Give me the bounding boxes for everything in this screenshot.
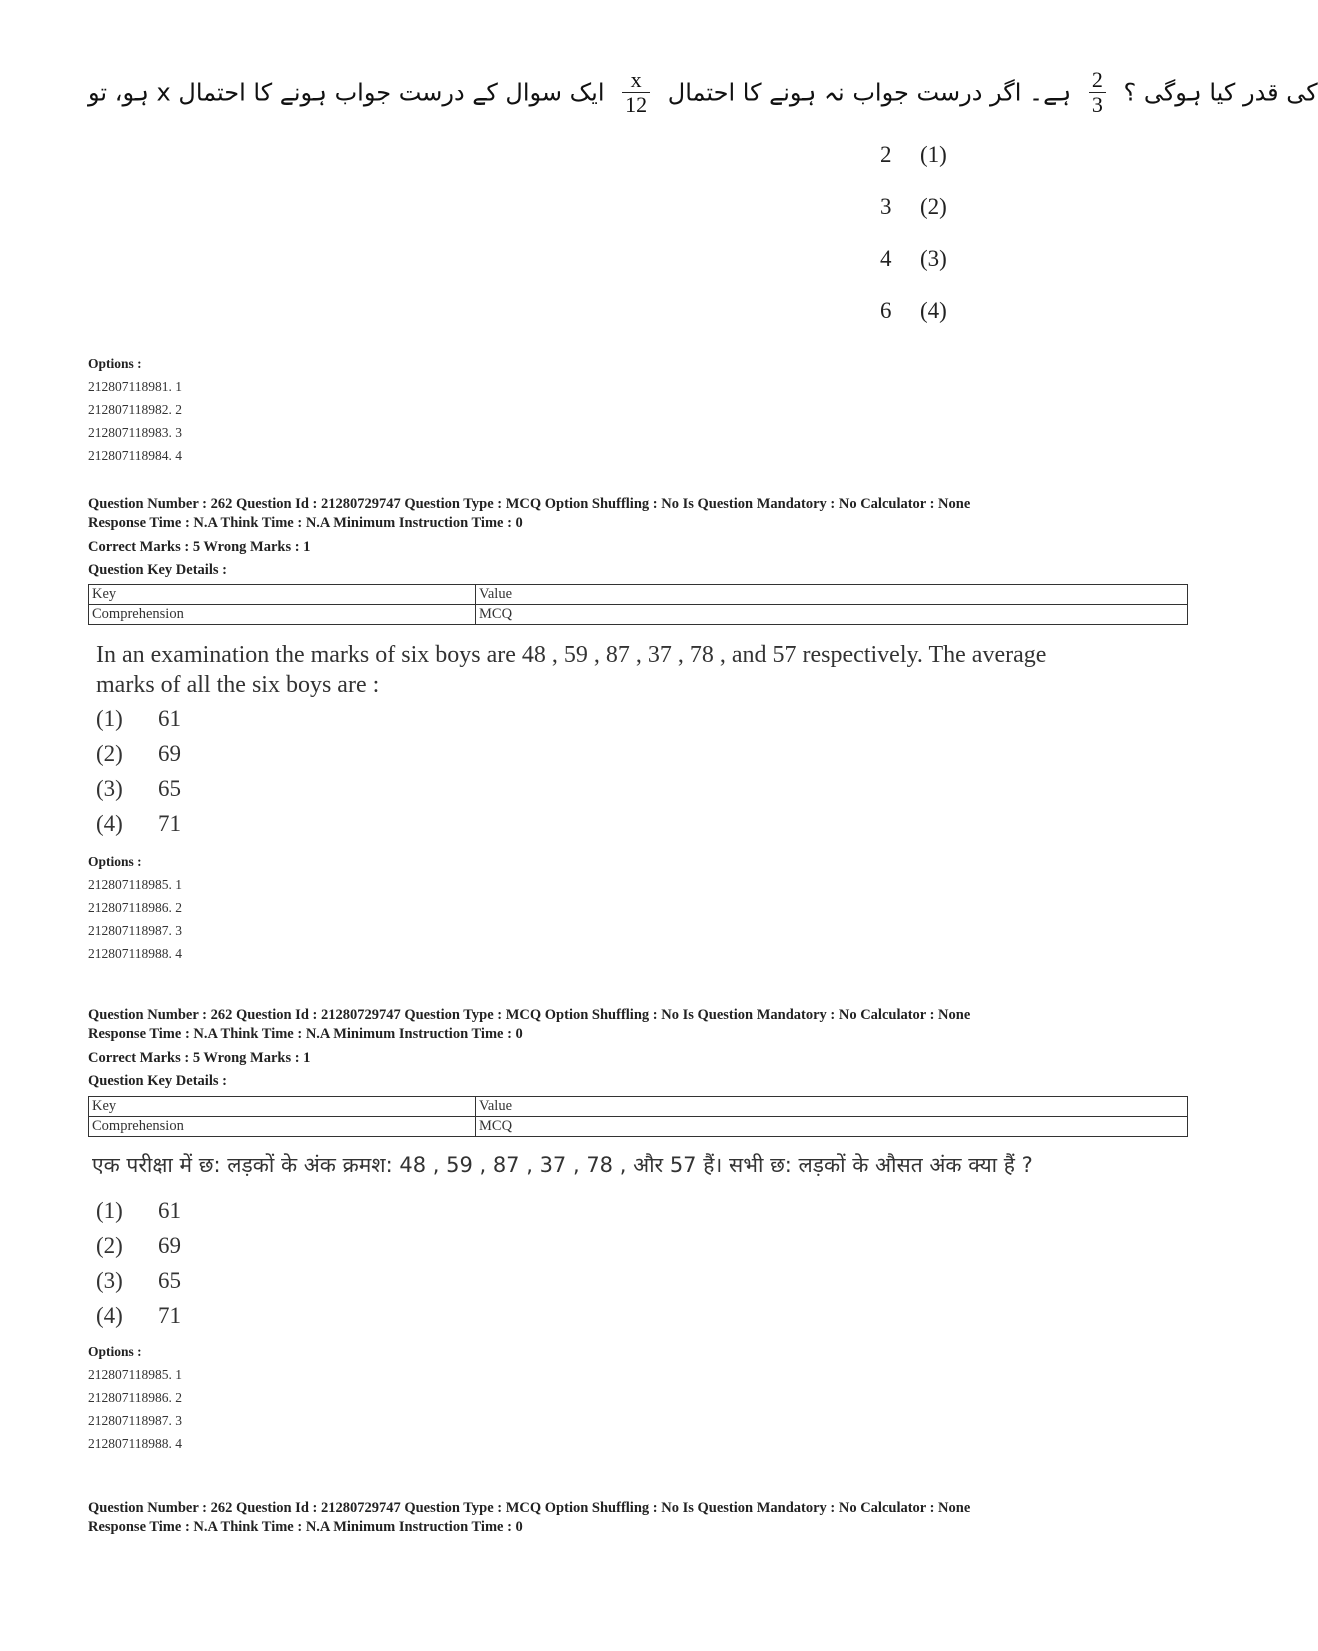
urdu-choice: 4 (3) [880,246,947,271]
options-list [88,1340,182,1455]
urdu-choices [880,142,947,350]
options-label: Options : [88,1344,142,1359]
answer-choice: (2) 69 [96,1233,181,1258]
urdu-segment-1: ایک سوال کے درست جواب ہونے کا احتمال [178,78,605,107]
answer-choice: (4) 71 [96,1303,181,1328]
answer-choice: (2) 69 [96,741,181,766]
value-header: Value [476,1097,1188,1117]
value-cell: MCQ [476,1117,1188,1137]
answer-choice: (4) 71 [96,811,181,836]
options-label: Options : [88,854,142,869]
options-label: Options : [88,356,142,371]
answer-choices [96,706,181,846]
option-id: 212807118985. 1 [88,1367,182,1382]
answer-choice: (1) 61 [96,1198,181,1223]
option-id: 212807118988. 4 [88,1436,182,1451]
urdu-fraction-2: $\frac{2}{3}$ [1089,68,1106,117]
question-key-table [88,1096,1188,1137]
option-id: 212807118983. 3 [88,425,182,440]
key-cell: Comprehension [89,1117,476,1137]
option-id: 212807118988. 4 [88,946,182,961]
option-id: 212807118987. 3 [88,923,182,938]
urdu-options-list [88,352,182,467]
urdu-segment-2: ہے۔ اگر درست جواب نہ ہونے کا احتمال [667,78,1072,107]
question-meta-line1: Question Number : 262 Question Id : 21280729747 Question Type : MCQ Option Shuffling : No Is Question Mandatory : No Calculator : None [88,496,971,512]
question-meta-line2: Response Time : N.A Think Time : N.A Minimum Instruction Time : 0 [88,1519,523,1535]
option-id: 212807118986. 2 [88,1390,182,1405]
answer-choice: (3) 65 [96,1268,181,1293]
urdu-choice: 2 (1) [880,142,947,167]
value-header: Value [476,585,1188,605]
answer-choices [96,1198,181,1338]
option-id: 212807118986. 2 [88,900,182,915]
urdu-question-text [88,67,1318,117]
option-id: 212807118987. 3 [88,1413,182,1428]
question-key-details-label: Question Key Details : [88,562,227,578]
key-header: Key [89,585,476,605]
question-meta-line2: Response Time : N.A Think Time : N.A Minimum Instruction Time : 0 [88,515,523,531]
answer-choice: (1) 61 [96,706,181,731]
urdu-segment-3: ہو، تو x کی قدر کیا ہوگی ؟ [88,78,1318,107]
question-meta-line2: Response Time : N.A Think Time : N.A Minimum Instruction Time : 0 [88,1026,523,1042]
urdu-fraction-1: $\frac{x}{12}$ [622,68,650,117]
option-id: 212807118985. 1 [88,877,182,892]
question-key-details-label: Question Key Details : [88,1073,227,1089]
question-text: एक परीक्षा में छ: लड़कों के अंक क्रमश: 48 , 59 , 87 , 37 , 78 , और 57 हैं। सभी छ: लड़कों के औसत अंक क्या हैं ? [92,1153,1033,1177]
answer-choice: (3) 65 [96,776,181,801]
question-key-table [88,584,1188,625]
options-list [88,850,182,965]
question-marks: Correct Marks : 5 Wrong Marks : 1 [88,539,311,555]
question-marks: Correct Marks : 5 Wrong Marks : 1 [88,1050,311,1066]
option-id: 212807118982. 2 [88,402,182,417]
question-meta-line1: Question Number : 262 Question Id : 21280729747 Question Type : MCQ Option Shuffling : No Is Question Mandatory : No Calculator : None [88,1500,971,1516]
key-cell: Comprehension [89,605,476,625]
key-header: Key [89,1097,476,1117]
question-meta-line1: Question Number : 262 Question Id : 21280729747 Question Type : MCQ Option Shuffling : No Is Question Mandatory : No Calculator : None [88,1007,971,1023]
option-id: 212807118981. 1 [88,379,182,394]
urdu-choice: 3 (2) [880,194,947,219]
option-id: 212807118984. 4 [88,448,182,463]
question-text: In an examination the marks of six boys are 48 , 59 , 87 , 37 , 78 , and 57 respectively. The average marks of all the six boys are : [96,642,1047,698]
value-cell: MCQ [476,605,1188,625]
urdu-choice: 6 (4) [880,298,947,323]
